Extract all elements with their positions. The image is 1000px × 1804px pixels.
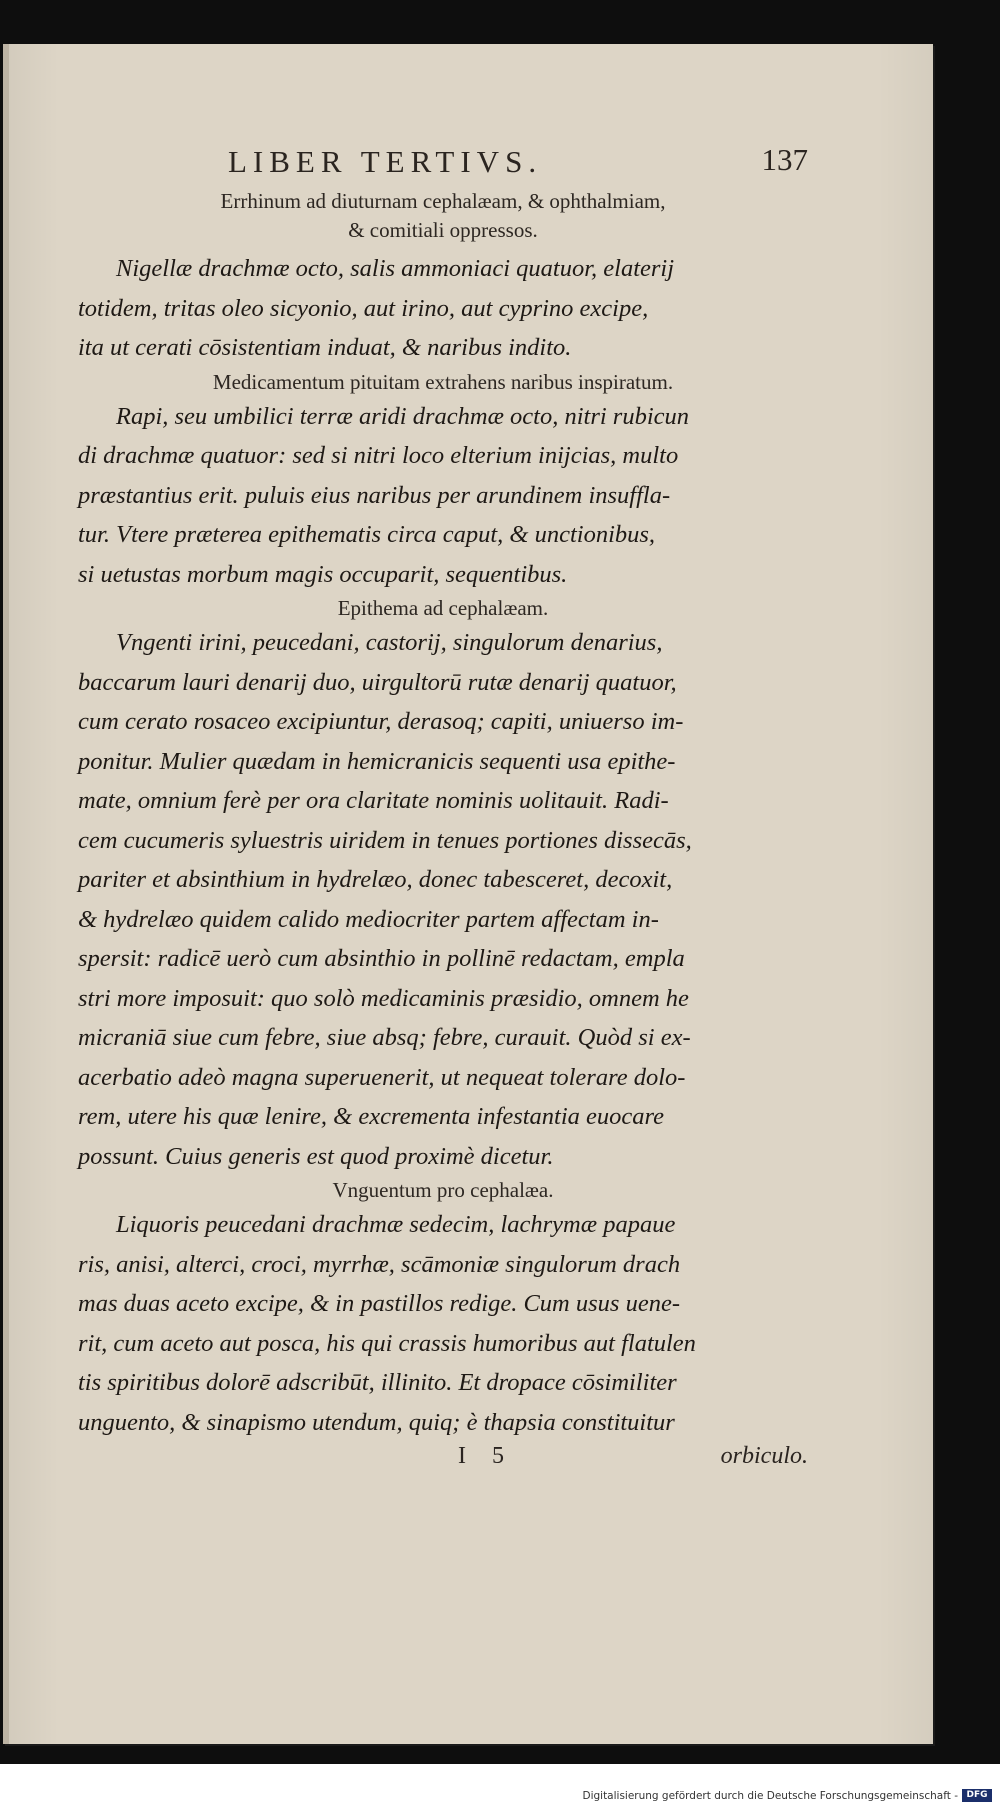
text-line: Nigellæ drachmæ octo, salis ammoniaci quatuor, elaterij: [116, 255, 675, 282]
page-number: 137: [761, 142, 808, 177]
heading-line: Errhinum ad diuturnam cephalæam, & ophthalmiam,: [220, 189, 666, 213]
text-line: ita ut cerati cōsistentiam induat, & naribus indito.: [78, 334, 572, 361]
section-medicamentum: [78, 368, 808, 595]
text-line: di drachmæ quatuor: sed si nitri loco elterium inijcias, multo: [78, 442, 679, 469]
text-line: possunt. Cuius generis est quod proximè dicetur.: [78, 1142, 554, 1170]
paragraph: [78, 397, 808, 595]
paragraph: [78, 623, 808, 1176]
heading-line: Vnguentum pro cephalæa.: [332, 1178, 554, 1202]
running-head: [78, 144, 808, 184]
text-line: acerbatio adeò magna superuenerit, ut nequeat tolerare dolo-: [78, 1063, 686, 1091]
heading-line: & comitiali oppressos.: [348, 218, 538, 242]
text-line: Rapi, seu umbilici terræ aridi drachmæ octo, nitri rubicun: [116, 402, 690, 430]
text-line: pariter et absinthium in hydrelæo, donec tabesceret, decoxit,: [78, 866, 673, 893]
text-line: Vngenti irini, peucedani, castorij, singulorum denarius,: [116, 629, 663, 656]
text-line: & hydrelæo quidem calido mediocriter partem affectam in-: [78, 905, 659, 933]
signature-mark: I 5: [458, 1443, 514, 1469]
dfg-attribution-bar: [0, 1764, 1000, 1804]
section-vnguentum: [78, 1176, 808, 1442]
text-line: rit, cum aceto aut posca, his qui crassis humoribus aut flatulen: [78, 1329, 696, 1357]
text-line: præstantius erit. puluis eius naribus per arundinem insuffla-: [78, 481, 671, 509]
text-line: baccarum lauri denarij duo, uirgultorū rutæ denarij quatuor,: [78, 668, 677, 696]
paragraph: [78, 249, 808, 368]
section-errhinum: [78, 187, 808, 368]
text-line: ris, anisi, alterci, croci, myrrhæ, scāmoniæ singulorum drach: [78, 1250, 681, 1278]
text-line: spersit: radicē uerò cum absinthio in pollinē redactam, empla: [78, 945, 685, 972]
text-line: micraniā siue cum febre, siue absq; febre, curauit. Quòd si ex-: [78, 1024, 691, 1051]
dfg-logo: DFG: [962, 1789, 992, 1802]
running-head-title: LIBER TERTIVS.: [228, 144, 543, 179]
dfg-notice-text: Digitalisierung gefördert durch die Deutsche Forschungsgemeinschaft -: [582, 1790, 958, 1802]
text-line: cum cerato rosaceo excipiuntur, derasoq; capiti, uniuerso im-: [78, 708, 684, 735]
text-line: Liquoris peucedani drachmæ sedecim, lachrymæ papaue: [116, 1211, 676, 1238]
text-line: tur. Vtere præterea epithematis circa caput, & unctionibus,: [78, 521, 656, 548]
book-page: [3, 44, 933, 1744]
page-text-block: [78, 144, 808, 1483]
text-line: cem cucumeris syluestris uiridem in tenues portiones dissecās,: [78, 826, 692, 854]
catchword: orbiculo.: [720, 1443, 808, 1469]
text-line: si uetustas morbum magis occuparit, sequentibus.: [78, 560, 568, 588]
text-line: mas duas aceto excipe, & in pastillos redige. Cum usus uene-: [78, 1290, 680, 1317]
heading-line: Medicamentum pituitam extrahens naribus inspiratum.: [212, 369, 674, 394]
page-footer: [78, 1443, 808, 1483]
text-line: unguento, & sinapismo utendum, quiq; è thapsia constituitur: [78, 1408, 675, 1436]
section-heading: [78, 368, 808, 397]
page-edge: [3, 44, 9, 1744]
text-line: totidem, tritas oleo sicyonio, aut irino, aut cyprino excipe,: [78, 294, 649, 322]
text-line: rem, utere his quæ lenire, & excrementa infestantia euocare: [78, 1103, 665, 1130]
section-heading: [78, 187, 808, 245]
section-heading: [78, 594, 808, 623]
section-epithema: [78, 594, 808, 1176]
text-line: stri more imposuit: quo solò medicaminis præsidio, omnem he: [78, 984, 689, 1012]
text-line: ponitur. Mulier quædam in hemicranicis sequenti usa epithe-: [78, 747, 676, 775]
text-line: tis spiritibus dolorē adscribūt, illinito. Et dropace cōsimiliter: [78, 1369, 677, 1396]
paragraph: [78, 1205, 808, 1442]
section-heading: [78, 1176, 808, 1205]
heading-line: Epithema ad cephalæam.: [337, 596, 549, 620]
text-line: mate, omnium ferè per ora claritate nominis uolitauit. Radi-: [78, 787, 669, 814]
